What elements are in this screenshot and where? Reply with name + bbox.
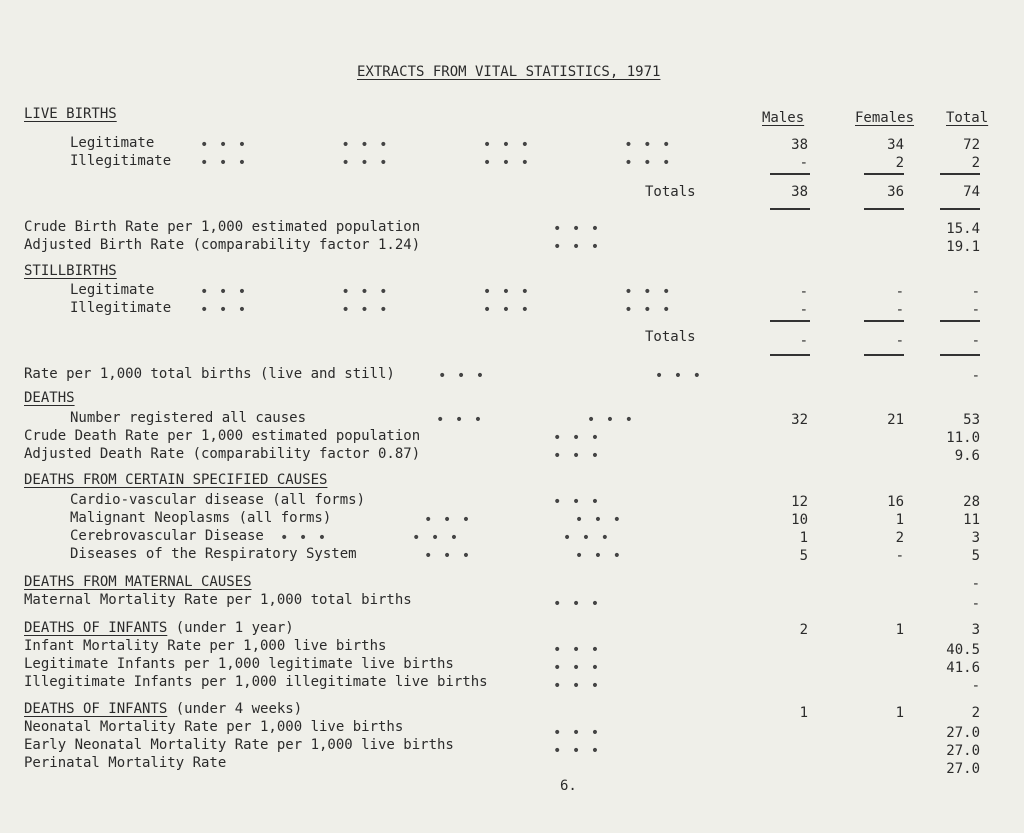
totals-label: Totals (645, 329, 696, 345)
row-label: Legitimate Infants per 1,000 legitimate live births (24, 656, 454, 672)
leader-dots: • • • (553, 642, 601, 658)
cell-total: 72 (963, 137, 980, 153)
leader-dots: • • • • • • • • • • • • (200, 137, 672, 153)
cell-total: 27.0 (946, 725, 980, 741)
cell-females: 2 (895, 530, 904, 546)
cell-total: 19.1 (946, 239, 980, 255)
cell-total: 11 (963, 512, 980, 528)
cell-females: 1 (895, 705, 904, 721)
leader-dots: • • • (553, 678, 601, 694)
leader-dots: • • • • • • (424, 512, 623, 528)
leader-dots: • • • (553, 448, 601, 464)
cell-females: - (895, 284, 904, 300)
row-label: Illegitimate (70, 153, 172, 169)
cell-males: 10 (791, 512, 808, 528)
total-rule (770, 354, 810, 356)
cell-females: - (895, 302, 904, 318)
leader-dots: • • • (553, 660, 601, 676)
cell-males: 38 (791, 137, 808, 153)
cell-total: 74 (963, 184, 980, 200)
total-rule (940, 354, 980, 356)
page-number: 6. (560, 778, 577, 794)
cell-total: - (971, 302, 980, 318)
leader-dots: • • • • • • • • • • • • (200, 302, 672, 318)
cell-total: 5 (971, 548, 980, 564)
cell-total: 9.6 (954, 448, 980, 464)
cell-total: - (971, 284, 980, 300)
total-rule (864, 354, 904, 356)
page-title: EXTRACTS FROM VITAL STATISTICS, 1971 (357, 64, 661, 80)
row-label: Infant Mortality Rate per 1,000 live births (24, 638, 387, 654)
row-label: Cardio-vascular disease (all forms) (70, 492, 366, 508)
cell-females: - (895, 333, 904, 349)
leader-dots: • • • • • • (438, 368, 703, 384)
leader-dots: • • • • • • • • • • • • (200, 284, 672, 300)
cell-total: 2 (971, 705, 980, 721)
row-label: Number registered all causes (70, 410, 307, 426)
sum-rule (940, 320, 980, 322)
leader-dots: • • • (553, 430, 601, 446)
row-label: Adjusted Death Rate (comparability factor 0.87) (24, 446, 421, 462)
cell-males: 1 (799, 705, 808, 721)
row-label: Early Neonatal Mortality Rate per 1,000 live births (24, 737, 454, 753)
heading-suffix: (under 4 weeks) (167, 701, 303, 717)
row-label: Malignant Neoplasms (all forms) (70, 510, 332, 526)
cell-total: - (971, 368, 980, 384)
leader-dots: • • • • • • (436, 412, 635, 428)
column-header-males: Males (762, 110, 805, 126)
cell-total: 28 (963, 494, 980, 510)
leader-dots: • • • • • • • • • (280, 530, 611, 546)
cell-total: 53 (963, 412, 980, 428)
cell-males: - (799, 302, 808, 318)
leader-dots: • • • • • • • • • • • • (200, 155, 672, 171)
row-label: Diseases of the Respiratory System (70, 546, 357, 562)
cell-females: 34 (887, 137, 904, 153)
cell-total: - (971, 596, 980, 612)
cell-total: 15.4 (946, 221, 980, 237)
row-label: Perinatal Mortality Rate (24, 755, 227, 771)
heading-main: DEATHS OF INFANTS (24, 701, 168, 717)
cell-females: 36 (887, 184, 904, 200)
total-rule (864, 208, 904, 210)
cell-males: 1 (799, 530, 808, 546)
row-label: Crude Birth Rate per 1,000 estimated population (24, 219, 421, 235)
row-label: Legitimate (70, 135, 155, 151)
sum-rule (770, 173, 810, 175)
row-label: Cerebrovascular Disease (70, 528, 264, 544)
section-heading-infants-4wk (24, 701, 302, 717)
leader-dots: • • • (553, 743, 601, 759)
leader-dots: • • • (553, 596, 601, 612)
sum-rule (940, 173, 980, 175)
cell-males: - (799, 155, 808, 171)
row-label: Legitimate (70, 282, 155, 298)
sum-rule (864, 173, 904, 175)
cell-males: 5 (799, 548, 808, 564)
cell-total: 27.0 (946, 743, 980, 759)
cell-males: - (799, 333, 808, 349)
row-label: Maternal Mortality Rate per 1,000 total births (24, 592, 412, 608)
leader-dots: • • • (553, 221, 601, 237)
cell-total: 3 (971, 530, 980, 546)
cell-females: 21 (887, 412, 904, 428)
cell-total: - (971, 576, 980, 592)
cell-males: 2 (799, 622, 808, 638)
heading-suffix: (under 1 year) (167, 620, 294, 636)
leader-dots: • • • (553, 239, 601, 255)
cell-males: 38 (791, 184, 808, 200)
sum-rule (864, 320, 904, 322)
leader-dots: • • • (553, 494, 601, 510)
row-label: Illegitimate (70, 300, 172, 316)
cell-males: 12 (791, 494, 808, 510)
section-heading-infants (24, 620, 294, 636)
row-label: Illegitimate Infants per 1,000 illegitimate live births (24, 674, 488, 690)
column-header-total: Total (946, 110, 989, 126)
cell-total: 40.5 (946, 642, 980, 658)
cell-total: 27.0 (946, 761, 980, 777)
cell-total: 3 (971, 622, 980, 638)
sum-rule (770, 320, 810, 322)
cell-females: 16 (887, 494, 904, 510)
row-label: Adjusted Birth Rate (comparability factor 1.24) (24, 237, 421, 253)
leader-dots: • • • (553, 725, 601, 741)
cell-females: 1 (895, 512, 904, 528)
heading-main: DEATHS OF INFANTS (24, 620, 168, 636)
section-heading-stillbirths: STILLBIRTHS (24, 263, 117, 279)
cell-total: - (971, 678, 980, 694)
cell-total: 11.0 (946, 430, 980, 446)
cell-total: 41.6 (946, 660, 980, 676)
cell-males: - (799, 284, 808, 300)
totals-label: Totals (645, 184, 696, 200)
cell-males: 32 (791, 412, 808, 428)
section-heading-maternal: DEATHS FROM MATERNAL CAUSES (24, 574, 252, 590)
row-label: Rate per 1,000 total births (live and still) (24, 366, 395, 382)
section-heading-certain-causes: DEATHS FROM CERTAIN SPECIFIED CAUSES (24, 472, 328, 488)
total-rule (770, 208, 810, 210)
cell-females: 1 (895, 622, 904, 638)
leader-dots: • • • • • • (424, 548, 623, 564)
column-header-females: Females (855, 110, 915, 126)
cell-females: - (895, 548, 904, 564)
section-heading-live-births: LIVE BIRTHS (24, 106, 117, 122)
cell-females: 2 (895, 155, 904, 171)
row-label: Neonatal Mortality Rate per 1,000 live births (24, 719, 404, 735)
cell-total: - (971, 333, 980, 349)
total-rule (940, 208, 980, 210)
section-heading-deaths: DEATHS (24, 390, 75, 406)
cell-total: 2 (971, 155, 980, 171)
row-label: Crude Death Rate per 1,000 estimated population (24, 428, 421, 444)
